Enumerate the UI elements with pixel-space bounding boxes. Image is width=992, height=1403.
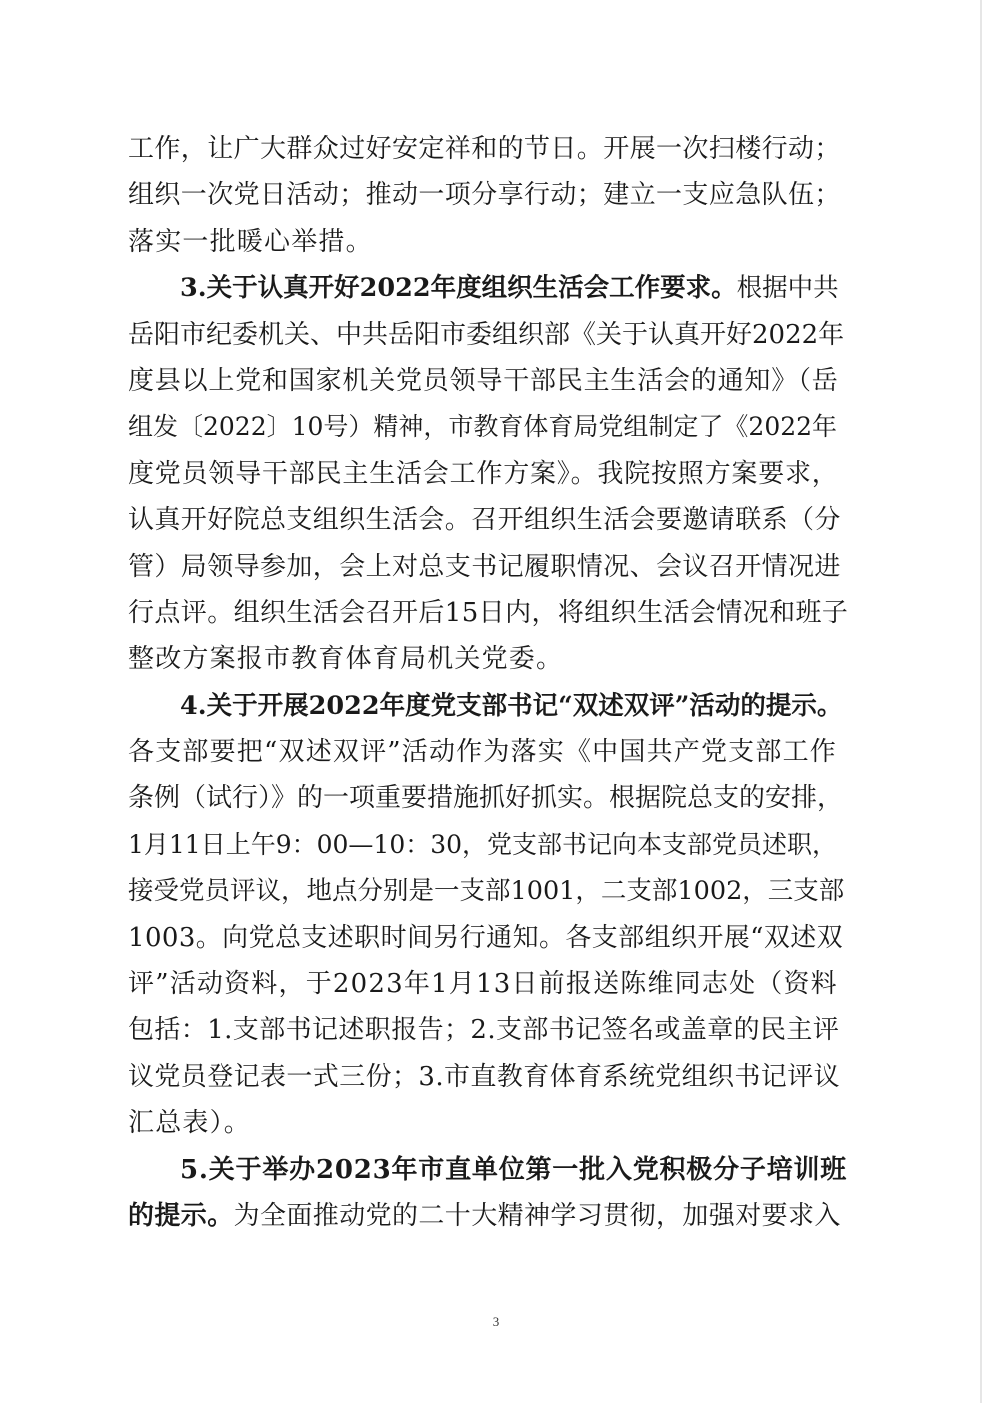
text-line-5: 度县以上党和国家机关党员领导干部民主生活会的通知》（岳 bbox=[128, 365, 839, 396]
text-line-2: 落实一批暖心举措。 bbox=[128, 226, 373, 257]
text-line bbox=[128, 775, 848, 821]
text-line-17: 1003。向党总支述职时间另行通知。各支部组织开展“双述双 bbox=[128, 922, 844, 953]
text-line-13: 各支部要把“双述双评”活动作为落实《中国共产党支部工作 bbox=[128, 737, 837, 768]
page-edge bbox=[980, 0, 982, 1403]
text-line bbox=[128, 312, 848, 358]
section-3-heading-line bbox=[128, 265, 848, 311]
section-5-heading: 5.关于举办2023年市直单位第一批入党积极分子培训班 bbox=[180, 1154, 848, 1185]
text-line bbox=[128, 404, 848, 450]
section-3-heading: 3.关于认真开好2022年度组织生活会工作要求。 bbox=[180, 273, 737, 304]
text-line bbox=[128, 729, 848, 775]
section-5-heading-line bbox=[128, 1147, 848, 1193]
document-body bbox=[128, 126, 848, 1239]
text-line bbox=[128, 868, 848, 914]
text-line-8: 认真开好院总支组织生活会。召开组织生活会要邀请联系（分 bbox=[128, 505, 841, 536]
text-line bbox=[128, 961, 848, 1007]
section-5-heading-end: 的提示。 bbox=[128, 1200, 234, 1231]
text-line bbox=[128, 451, 848, 497]
text-line bbox=[128, 1193, 848, 1239]
text-line-0: 工作，让广大群众过好安定祥和的节日。开展一次扫楼行动； bbox=[128, 134, 841, 164]
text-line bbox=[128, 172, 848, 218]
text-line-20: 议党员登记表一式三份；3.市直教育体育系统党组织书记评议 bbox=[128, 1061, 841, 1092]
text-line-11: 整改方案报市教育体育局机关党委。 bbox=[128, 644, 564, 675]
text-line bbox=[128, 822, 848, 868]
text-line-15: 1月11日上午9：00—10：30，党支部书记向本支部党员述职， bbox=[128, 829, 838, 859]
text-line-23: 为全面推动党的二十大精神学习贯彻，加强对要求入 bbox=[233, 1200, 841, 1231]
text-line bbox=[128, 126, 848, 172]
text-line-7: 度党员领导干部民主生活会工作方案》。我院按照方案要求， bbox=[128, 458, 839, 489]
page-number: 3 bbox=[492, 1314, 500, 1329]
text-line bbox=[128, 219, 848, 265]
text-line bbox=[128, 358, 848, 404]
text-line bbox=[128, 590, 848, 636]
text-line-4: 岳阳市纪委机关、中共岳阳市委组织部《关于认真开好2022年 bbox=[128, 319, 845, 350]
text-line-16: 接受党员评议，地点分别是一支部1001，二支部1002，三支部 bbox=[128, 876, 845, 907]
section-4-heading: 4.关于开展2022年度党支部书记“双述双评”活动的提示。 bbox=[180, 690, 843, 721]
text-line-1: 组织一次党日活动；推动一项分享行动；建立一支应急队伍； bbox=[128, 180, 841, 211]
text-line bbox=[128, 636, 848, 682]
text-line bbox=[128, 1100, 848, 1146]
section-4-heading-line bbox=[128, 683, 848, 729]
text-line-3: 根据中共 bbox=[736, 273, 839, 304]
text-line bbox=[128, 1054, 848, 1100]
text-line bbox=[128, 915, 848, 961]
text-line-21: 汇总表）。 bbox=[128, 1108, 252, 1139]
text-line-18: 评”活动资料，于2023年1月13日前报送陈维同志处（资料 bbox=[128, 969, 838, 1000]
text-line-14: 条例（试行）》的一项重要措施抓好抓实。根据院总支的安排， bbox=[128, 783, 844, 814]
text-line bbox=[128, 497, 848, 543]
text-line-6: 组发〔2022〕10号）精神，市教育体育局党组制定了《2022年 bbox=[128, 412, 838, 442]
text-line-10: 行点评。组织生活会召开后15日内，将组织生活会情况和班子 bbox=[128, 597, 849, 628]
text-line bbox=[128, 1007, 848, 1053]
text-line-9: 管）局领导参加，会上对总支书记履职情况、会议召开情况进 bbox=[128, 551, 841, 582]
text-line-19: 包括：1.支部书记述职报告；2.支部书记签名或盖章的民主评 bbox=[128, 1015, 840, 1046]
text-line bbox=[128, 544, 848, 590]
